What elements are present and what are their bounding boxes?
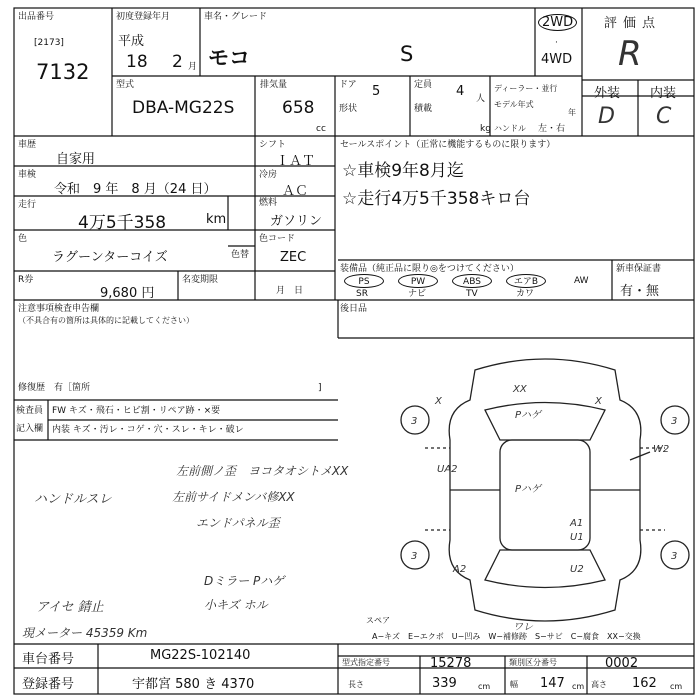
equip-ps: PS: [344, 274, 384, 288]
interior-grade: C: [656, 104, 672, 129]
equip-airbag: エアB: [506, 274, 546, 288]
diag-label-phage-2: Pハゲ: [515, 484, 542, 495]
diag-label-x-2: X: [595, 396, 602, 407]
first-reg-label: 初度登録年月: [116, 12, 171, 22]
hand-note-8: 現メーター 45359 Km: [22, 626, 148, 640]
car-name-label: 車名・グレード: [204, 12, 268, 22]
model: DBA-MG22S: [132, 98, 235, 118]
diag-label-crack: ワレ: [513, 622, 533, 633]
capacity-label: 定員: [414, 80, 433, 90]
handle: 左・右: [538, 124, 566, 134]
aircon: ＡＣ: [282, 184, 309, 199]
length-unit: cm: [478, 682, 491, 691]
color-label: 色: [18, 234, 28, 244]
aircon-label: 冷房: [259, 170, 278, 180]
dealer-label: ディーラー・並行: [494, 84, 558, 93]
type-cert: 15278: [430, 656, 472, 671]
notes-sublabel: （不具合有の箇所は具体的に記載してください）: [18, 316, 194, 325]
interior-label: 内装: [650, 86, 677, 101]
doors: 5: [372, 84, 381, 99]
diag-label-x-1: X: [435, 396, 442, 407]
plate-number: 宇都宮 580 き 4370: [132, 677, 255, 692]
drive-dot: ·: [555, 38, 558, 48]
diag-label-phage-1: Pハゲ: [515, 410, 542, 421]
doors-label: ドア: [339, 80, 357, 90]
fuel-label: 燃料: [259, 198, 278, 208]
sales-point-2: ☆走行4万5千358キロ台: [342, 189, 531, 209]
inspection: 令和 9 年 8 月（24 日）: [54, 182, 217, 197]
inspector-label-1: 検査員: [16, 406, 44, 416]
displacement: 658: [282, 98, 315, 118]
inspector-label-2: 記入欄: [16, 424, 44, 434]
hand-note-2: ハンドルスレ: [34, 492, 112, 507]
diag-label-xx: XX: [513, 384, 527, 395]
car-name: モコ: [208, 46, 250, 70]
mileage: 4万5千358: [78, 213, 167, 233]
shift: ＩＡＴ: [276, 154, 316, 169]
shape-label: 形状: [339, 104, 358, 114]
reg-year: 18: [126, 52, 148, 72]
equip-aw: AW: [574, 276, 589, 286]
recolor-label: 色替: [231, 250, 250, 260]
height-label: 高さ: [591, 680, 607, 689]
equip-leather: カワ: [516, 289, 535, 299]
shift-label: シフト: [259, 140, 287, 150]
sales-label: セールスポイント（正常に機能するものに限ります）: [340, 140, 556, 150]
type-cert-label: 型式指定番号: [342, 658, 390, 667]
capacity: 4: [456, 84, 465, 99]
color: ラグーンターコイズ: [52, 250, 168, 265]
lot-prefix: [2173]: [34, 38, 64, 48]
width: 147: [540, 676, 565, 691]
damage-legend: A−キズ E−エクボ U−凹み W−補修跡 S−サビ C−腐食 XX−交換: [372, 632, 641, 641]
diag-label-ua2: UA2: [437, 464, 458, 475]
inspector-interior: 内装 キズ・汚レ・コゲ・穴・スレ・キレ・破レ: [52, 425, 244, 435]
hand-note-3: 左前サイドメンバ修XX: [172, 490, 295, 504]
diag-label-3-fl: 3: [411, 416, 418, 427]
drive-4wd: 4WD: [541, 52, 573, 67]
hand-note-7: 小キズ ホル: [204, 598, 268, 612]
chassis-number: MG22S-102140: [150, 648, 251, 663]
hand-note-6: アイセ 錆止: [36, 600, 104, 615]
month-unit: 月: [188, 62, 198, 72]
equip-tv: TV: [466, 289, 478, 299]
handle-label: ハンドル: [494, 124, 526, 133]
model-label: 型式: [116, 80, 135, 90]
inspection-label: 車検: [18, 170, 37, 180]
rating-label: 評価点: [604, 16, 662, 31]
deadline: 月 日: [276, 286, 304, 296]
hand-note-5: Dミラー Pハゲ: [204, 574, 285, 588]
notes-label: 注意事項検査申告欄: [18, 304, 100, 314]
recycle-label: R券: [18, 275, 34, 285]
exterior-label: 外装: [594, 86, 621, 101]
width-label: 幅: [510, 680, 518, 689]
diag-label-3-fr: 3: [671, 416, 678, 427]
cc-unit: cc: [316, 124, 326, 134]
hand-note-4: エンドパネル歪: [196, 516, 280, 530]
inspector-fw: FW キズ・飛石・ヒビ割・リペア跡・×要: [52, 406, 221, 416]
category: 0002: [605, 656, 639, 671]
car-damage-diagram: [395, 340, 695, 640]
history-label: 車歴: [18, 140, 37, 150]
history: 自家用: [56, 152, 96, 167]
displacement-label: 排気量: [260, 80, 288, 90]
lot-label: 出品番号: [18, 12, 55, 22]
deadline-label: 名変期限: [182, 275, 219, 285]
height-unit: cm: [670, 682, 683, 691]
color-code-label: 色コード: [259, 234, 296, 244]
diag-label-u1: U1: [570, 532, 584, 543]
chassis-label: 車台番号: [22, 652, 75, 667]
model-year-label: モデル年式: [494, 100, 534, 109]
spare-label: スペア: [366, 616, 390, 625]
equip-abs: ABS: [452, 274, 492, 288]
rating: R: [618, 34, 642, 74]
diag-label-a2: A2: [453, 564, 467, 575]
color-code: ZEC: [280, 250, 307, 265]
sales-point-1: ☆車検9年8月迄: [342, 161, 464, 181]
person-unit: 人: [476, 94, 486, 104]
load-label: 積載: [414, 104, 433, 114]
equip-pw: PW: [398, 274, 438, 288]
mileage-label: 走行: [18, 200, 37, 210]
equipment-label: 装備品（純正品に限り◎をつけてください）: [340, 264, 519, 274]
diag-label-3-rl: 3: [411, 551, 418, 562]
length: 339: [432, 676, 457, 691]
height: 162: [632, 676, 657, 691]
equip-sr: SR: [356, 289, 368, 299]
width-unit: cm: [572, 682, 585, 691]
repair-history: 修復歴 有［箇所: [18, 383, 91, 393]
length-label: 長さ: [348, 680, 364, 689]
diag-label-w2: W2: [653, 444, 670, 455]
hand-note-1: 左前側ノ歪 ヨコタオシトメXX: [176, 464, 349, 478]
diag-label-3-rr: 3: [671, 551, 678, 562]
diag-label-a1: A1: [570, 518, 584, 529]
post-items-label: 後日品: [340, 304, 368, 314]
recycle-fee: 9,680 円: [100, 286, 155, 301]
plate-label: 登録番号: [22, 677, 75, 692]
repair-close: ]: [318, 383, 322, 393]
diag-label-u2: U2: [570, 564, 584, 575]
era: 平成: [118, 34, 145, 49]
kg-unit: kg: [480, 124, 491, 134]
km-unit: km: [206, 212, 227, 227]
drive-2wd: 2WD: [538, 14, 577, 31]
fuel: ガソリン: [270, 214, 323, 229]
warranty: 有・無: [620, 284, 660, 299]
warranty-label: 新車保証書: [616, 264, 662, 274]
year-unit: 年: [568, 108, 576, 117]
reg-month: 2: [172, 52, 183, 72]
exterior-grade: D: [598, 104, 615, 129]
lot-number: 7132: [36, 60, 90, 84]
equip-navi: ナビ: [408, 289, 427, 299]
grade: S: [400, 42, 414, 66]
category-label: 類別区分番号: [509, 658, 557, 667]
